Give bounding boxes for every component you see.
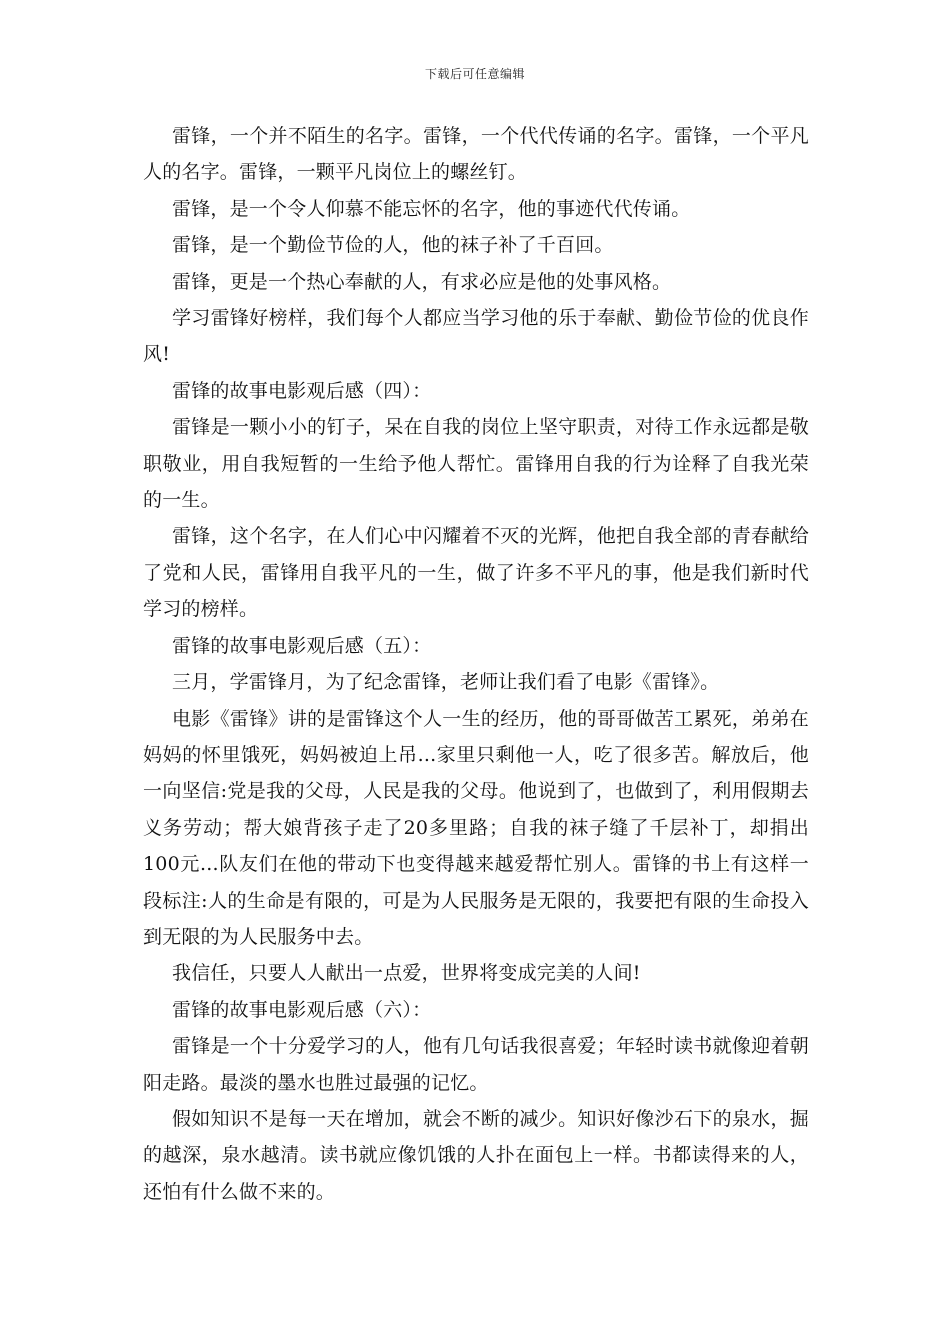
section-heading: 雷锋的故事电影观后感（五）： [172,634,432,657]
paragraph: 假如知识不是每一天在增加，就会不断的减少。知识好像沙石下的泉水，掘的越深，泉水越清。读书就应像饥饿的人扑在面包上一样。书都读得来的人，还怕有什么做不来的。 [143,1107,809,1203]
paragraph: 雷锋，这个名字，在人们心中闪耀着不灭的光辉，他把自我全部的青春献给了党和人民，雷锋用自我平凡的一生，做了许多不平凡的事，他是我们新时代学习的榜样。 [143,525,809,621]
section-heading: 雷锋的故事电影观后感（六）： [172,998,432,1021]
paragraph: 雷锋是一个十分爱学习的人，他有几句话我很喜爱；年轻时读书就像迎着朝阳走路。最淡的墨水也胜过最强的记忆。 [143,1035,809,1094]
paragraph: 雷锋是一颗小小的钉子，呆在自我的岗位上坚守职责，对待工作永远都是敬职敬业，用自我短暂的一生给予他人帮忙。雷锋用自我的行为诠释了自我光荣的一生。 [143,416,809,512]
paragraph: 雷锋，是一个勤俭节俭的人，他的袜子补了千百回。 [172,234,614,257]
paragraph: 我信任，只要人人献出一点爱，世界将变成完美的人间! [172,962,641,985]
paragraph: 学习雷锋好榜样，我们每个人都应当学习他的乐于奉献、勤俭节俭的优良作风! [143,307,809,366]
page-header: 下载后可任意编辑 [424,67,525,81]
section-heading: 雷锋的故事电影观后感（四）： [172,379,432,402]
document-body [143,118,809,1210]
paragraph: 三月，学雷锋月，为了纪念雷锋，老师让我们看了电影《雷锋》。 [172,671,720,694]
paragraph: 雷锋，是一个令人仰慕不能忘怀的名字，他的事迹代代传诵。 [172,197,691,220]
paragraph: 雷锋，一个并不陌生的名字。雷锋，一个代代传诵的名字。雷锋，一个平凡人的名字。雷锋，一颗平凡岗位上的螺丝钉。 [143,125,809,184]
paragraph: 电影《雷锋》讲的是雷锋这个人一生的经历，他的哥哥做苦工累死，弟弟在妈妈的怀里饿死，妈妈被迫上吊...家里只剩他一人，吃了很多苦。解放后，他一向坚信:党是我的父母，人民是我的父母。他说到了，也做到了，利用假期去义务劳动；帮大娘背孩子走了20多里路；自我的袜子缝了千层补丁，却捐出100元...队友们在他的带动下也变得越来越爱帮忙别人。雷锋的书上有这样一段标注:人的生命是有限的，可是为人民服务是无限的，我要把有限的生命投入到无限的为人民服务中去。 [143,707,809,948]
paragraph: 雷锋，更是一个热心奉献的人，有求必应是他的处事风格。 [172,270,672,293]
